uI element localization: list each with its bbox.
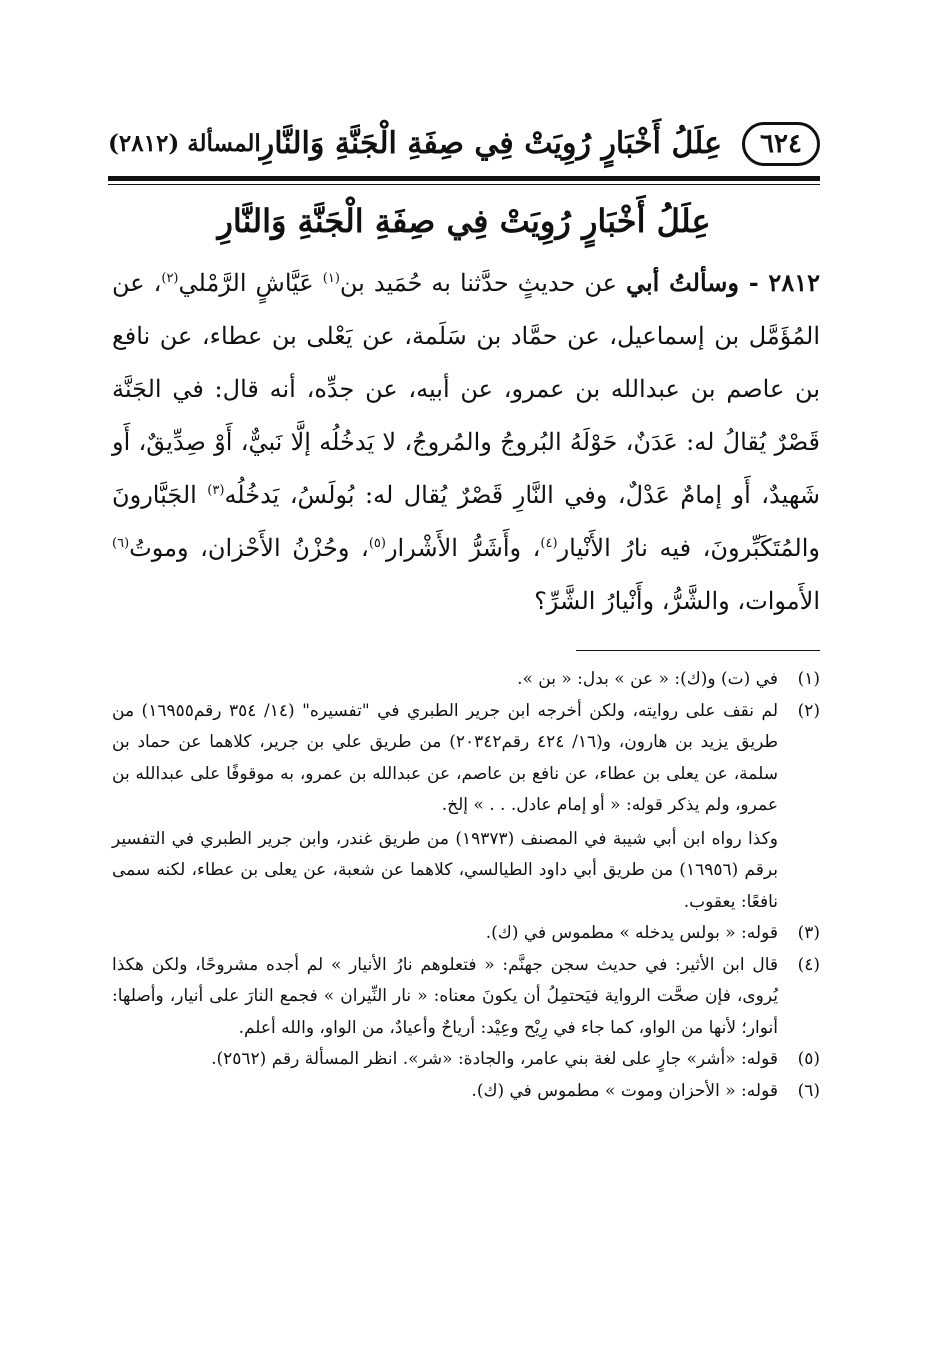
header-rule-thick: [108, 176, 820, 181]
footnote-text: قوله: « بولس يدخله » مطموس في (ك).: [485, 923, 778, 943]
footnote-ref-2: (٢): [161, 271, 179, 286]
footnotes: [112, 664, 820, 1107]
footnote-text-continued: وكذا رواه ابن أبي شيبة في المصنف (١٩٣٧٣) من طريق غندر، وابن جرير الطبري في التفسير برقم (١٦٩٥٦) من طريق أبي داود الطيالسي، كلاهما عن شعبة، عن يعلى بن عطاء، لكنه سمى نافعًا: يعقوب.: [112, 828, 778, 912]
chapter-title: عِلَلُ أَخْبَارٍ رُوِيَتْ فِي صِفَةِ الْجَنَّةِ وَالنَّارِ: [217, 202, 711, 240]
footnote-4: [112, 950, 820, 1045]
main-segment-6: ، وحُزْنُ الأَحْزان، وموتُ: [129, 534, 369, 562]
footnote-label: (٣): [797, 923, 820, 943]
footnote-label: (٢): [797, 700, 820, 721]
running-title: عِلَلُ أَخْبَارٍ رُوِيَتْ فِي صِفَةِ الْجَنَّةِ وَالنَّارِ: [259, 126, 722, 161]
main-paragraph: [112, 256, 820, 628]
footnote-ref-6: (٦): [112, 536, 130, 551]
footnote-ref-1: (١): [322, 271, 340, 286]
issue-lead: ٢٨١٢ - وسألتُ أبي: [625, 268, 820, 297]
footnote-label: (١): [797, 669, 820, 689]
footnote-text: قال ابن الأثير: في حديث سجن جهنَّم: « فتعلوهم نارُ الأنيار » لم أجده مشروحًا، ولكن هكذا يُروى، فإن صحَّت الرواية فيَحتمِلُ أن يكونَ معناه: « نار النِّيران » فجمع النارَ على أنيار، وأصلها: أنوار؛ لأنها من الواو، كما جاء في رِيْح وعِيْد: أرياحٌ وأعيادٌ، من الواو، والله أعلم.: [112, 954, 778, 1038]
footnote-text: قوله: « الأحزان وموت » مطموس في (ك).: [471, 1080, 778, 1101]
main-text: [112, 256, 820, 628]
header-issue-number: المسألة (٢٨١٢): [108, 130, 261, 157]
header-rule-thin: [108, 184, 820, 185]
footnote-6: [112, 1076, 820, 1108]
footnote-text: قوله: «أشر» جارٍ على لغة بني عامر، والجادة: «شر». انظر المسألة رقم (٢٥٦٢).: [211, 1049, 778, 1069]
main-segment-3: ، عن المُؤَمَّل بن إسماعيل، عن حمَّاد بن سَلَمة، عن يَعْلى بن عطاء، عن نافع بن عاصم بن عبدالله بن عمرو، عن أبيه، عن جدِّه، أنه قال: في الجَنَّة قَصْرٌ يُقالُ له: عَدَنٌ، حَوْلَهُ البُروجُ والمُروجُ، لا يَدخُلُه إلَّا نَبيٌّ، أَوْ صِدِّيقٌ، أَو شَهيدٌ، أَو إمامٌ عَدْلٌ، وفي النَّارِ قَصْرٌ يُقال له: بُولَسُ، يَدخُلُه: [112, 269, 820, 509]
footnote-ref-5: (٥): [368, 536, 386, 551]
footnote-label: (٥): [797, 1049, 820, 1069]
main-segment-1: عن حديثٍ حدَّثنا به حُمَيد بن: [339, 269, 626, 297]
main-segment-4: الجَبَّارونَ والمُتَكَبِّرونَ، فيه نارُ الأَنْيار: [112, 481, 821, 562]
footnote-5: [112, 1044, 820, 1076]
footnote-ref-3: (٣): [207, 483, 225, 498]
footnote-1: [112, 664, 820, 696]
footnote-2: [112, 696, 820, 919]
footnote-ref-4: (٤): [540, 536, 558, 551]
main-segment-2: عَيَّاشٍ الرَّمْلي: [178, 269, 323, 297]
page-header: [108, 120, 820, 172]
footnote-separator: [576, 650, 820, 651]
footnote-label: (٤): [797, 954, 820, 975]
footnote-3: [112, 918, 820, 950]
main-segment-5: ، وأَشَرُّ الأَشْرار: [385, 534, 541, 562]
footnote-text: لم نقف على روايته، ولكن أخرجه ابن جرير الطبري في "تفسيره" (١٤/ ٣٥٤ رقم١٦٩٥٥) من طريق يزيد بن هارون، و(١٦/ ٤٢٤ رقم٢٠٣٤٢) من طريق علي بن جرير، كلاهما عن حماد بن سلمة، عن يعلى بن عطاء، عن نافع بن عاصم، عن عبدالله بن عمرو، به موقوفًا على عبدالله بن عمرو، ولم يذكر قوله: « أو إمام عادل. . . » إلخ.: [112, 700, 779, 815]
main-segment-7: الأَموات، والشَّرُّ، وأَنْيارُ الشَّرِّ؟: [534, 587, 820, 615]
footnote-text: في (ت) و(ك): « عن » بدل: « بن ».: [517, 669, 778, 689]
footnote-label: (٦): [797, 1080, 820, 1101]
page-number: ٦٢٤: [742, 122, 820, 166]
